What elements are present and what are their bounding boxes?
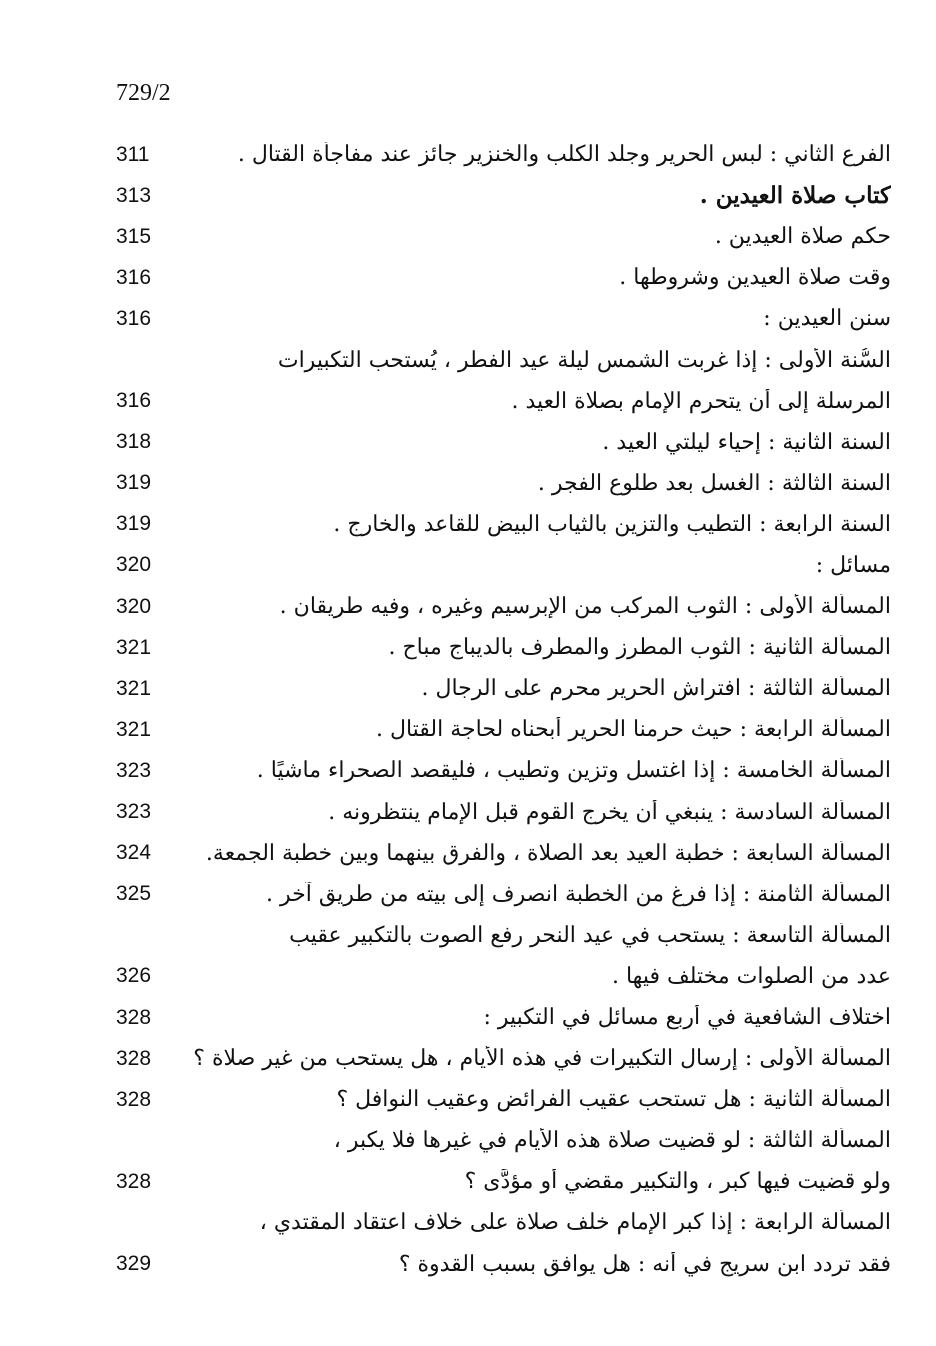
toc-page-number: 328 [116,1005,152,1029]
toc-entry-text: المسألة الثالثة : لو قضيت صلاة هذه الأيام في غيرها فلا يكبر ، [333,1128,891,1154]
page-header: 729/2 [116,80,171,106]
toc-page-number: 313 [116,183,152,207]
toc-page-number: 321 [116,635,152,659]
toc-entry [116,874,891,915]
toc-page-number: 319 [116,471,152,495]
toc-page-number: 328 [116,1046,152,1070]
toc-entry [116,545,891,586]
toc-entry-text: ولو قضيت فيها كبر ، والتكبير مقضي أو مؤدًّى ؟ [464,1169,891,1195]
toc-page-number: 329 [116,1252,152,1276]
toc-entry [116,257,891,298]
toc-page-number: 328 [116,1169,152,1193]
toc-entry-text: المسألة الأولى : إرسال التكبيرات في هذه الأيام ، هل يستحب من غير صلاة ؟ [193,1046,891,1072]
toc-entry [116,668,891,709]
table-of-contents [116,134,891,1285]
toc-entry [116,504,891,545]
toc-entry-text: مسائل : [815,552,891,578]
toc-entry [116,1161,891,1202]
toc-entry-text: وقت صلاة العيدين وشروطها . [619,265,891,291]
toc-entry-text: المسألة الثانية : الثوب المطرز والمطرف بالديباج مباح . [388,635,891,661]
toc-entry-text: المسألة الثالثة : افتراش الحرير محرم على الرجال . [421,676,891,702]
toc-entry [116,709,891,750]
toc-entry [116,833,891,874]
toc-entry [116,750,891,791]
toc-page-number: 323 [116,758,152,782]
toc-page-number: 315 [116,224,152,248]
toc-entry-text: المسألة السادسة : ينبغي أن يخرج القوم قبل الإمام ينتظرونه . [328,799,891,825]
toc-entry [116,586,891,627]
toc-entry [116,956,891,997]
toc-entry [116,216,891,257]
toc-entry [116,134,891,175]
toc-entry [116,1244,891,1285]
toc-entry-text: المرسلة إلى أن يتحرم الإمام بصلاة العيد . [511,388,891,414]
toc-entry-text: المسألة السابعة : خطبة العيد بعد الصلاة ، والفرق بينهما وبين خطبة الجمعة. [205,840,891,866]
toc-page-number: 320 [116,594,152,618]
toc-entry [116,1120,891,1161]
toc-entry-text: فقد تردد ابن سريج في أنه : هل يوافق بسبب القدوة ؟ [398,1251,891,1277]
toc-entry [116,422,891,463]
toc-page-number: 316 [116,265,152,289]
toc-entry [116,1079,891,1120]
toc-page-number: 328 [116,1087,152,1111]
toc-entry-text: السنة الثالثة : الغسل بعد طلوع الفجر . [537,470,891,496]
toc-entry [116,997,891,1038]
toc-entry-text: عدد من الصلوات مختلف فيها . [611,963,891,989]
toc-entry-text: المسألة الأولى : الثوب المركب من الإبرسيم وغيره ، وفيه طريقان . [279,594,891,620]
toc-page-number: 324 [116,841,152,865]
toc-entry-text: كتاب صلاة العيدين . [699,182,891,210]
toc-entry [116,339,891,380]
toc-entry-text: المسألة الرابعة : حيث حرمنا الحرير أبحناه لحاجة القتال . [375,717,891,743]
toc-entry-text: المسألة الثانية : هل تستحب عقيب الفرائض وعقيب النوافل ؟ [336,1087,891,1113]
toc-page-number: 321 [116,676,152,700]
toc-entry-text: سنن العيدين : [763,306,891,332]
toc-page-number: 311 [116,142,150,166]
toc-entry [116,1202,891,1243]
toc-entry [116,463,891,504]
toc-entry-text: المسألة الثامنة : إذا فرغ من الخطبة انصرف إلى بيته من طريق آخر . [266,881,891,907]
toc-entry-text: المسألة التاسعة : يستحب في عيد النحر رفع الصوت بالتكبير عقيب [289,922,891,948]
toc-entry [116,298,891,339]
toc-page-number: 320 [116,553,152,577]
toc-entry [116,792,891,833]
toc-page-number: 323 [116,800,152,824]
toc-entry-text: اختلاف الشافعية في أربع مسائل في التكبير : [483,1005,891,1031]
toc-entry [116,175,891,216]
toc-page-number: 316 [116,306,152,330]
toc-entry [116,1038,891,1079]
toc-page-number: 318 [116,430,152,454]
toc-page-number: 319 [116,512,152,536]
toc-entry-text: السنة الرابعة : التطيب والتزين بالثياب البيض للقاعد والخارج . [333,511,891,537]
toc-entry-text: حكم صلاة العيدين . [714,224,891,250]
toc-entry-text: المسألة الرابعة : إذا كبر الإمام خلف صلاة على خلاف اعتقاد المقتدي ، [259,1210,891,1236]
toc-entry-text: السُّنة الأولى : إذا غربت الشمس ليلة عيد الفطر ، يُستحب التكبيرات [277,347,891,373]
toc-entry-text: المسألة الخامسة : إذا اغتسل وتزين وتطيب ، فليقصد الصحراء ماشيًا . [256,758,891,784]
toc-page-number: 326 [116,964,152,988]
toc-entry-text: الفرع الثاني : لبس الحرير وجلد الكلب والخنزير جائز عند مفاجأة القتال . [237,142,891,168]
toc-entry-text: السنة الثانية : إحياء ليلتي العيد . [602,429,891,455]
toc-page-number: 321 [116,717,152,741]
toc-entry [116,627,891,668]
toc-page-number: 325 [116,882,152,906]
toc-page-number: 316 [116,389,152,413]
toc-entry [116,381,891,422]
toc-entry [116,915,891,956]
